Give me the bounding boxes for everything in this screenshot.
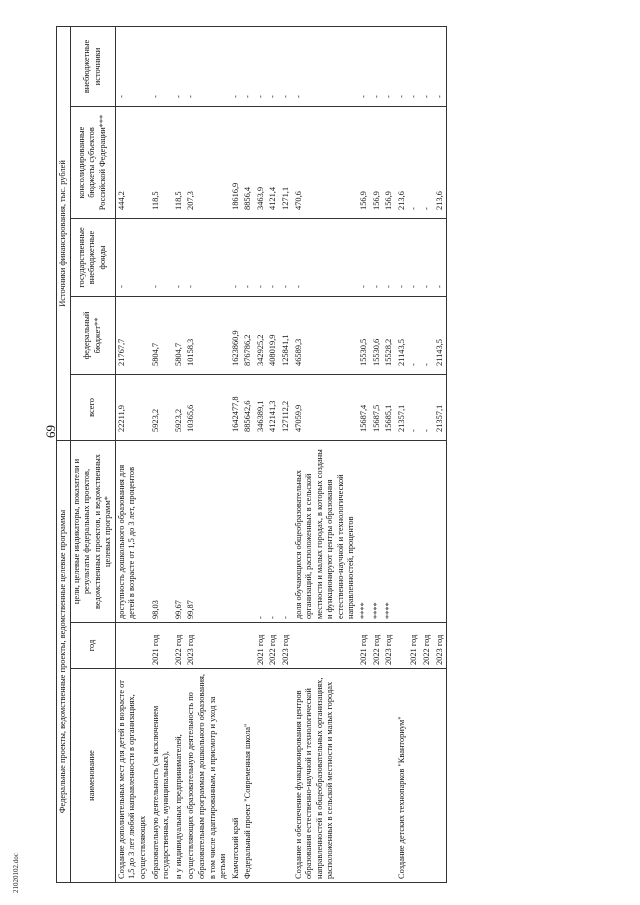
cell-name: Камчатский край: [230, 669, 243, 883]
cell-indicator: -: [255, 440, 268, 622]
cell-offbudget-funds: -: [230, 218, 243, 296]
cell-total: 127112,2: [280, 374, 293, 440]
cell-year: 2021 год: [408, 623, 421, 669]
cell-regional-budgets: 4121,4: [267, 106, 280, 218]
cell-offbudget-funds: -: [371, 218, 384, 296]
cell-name: Федеральный проект "Современная школа": [242, 669, 255, 883]
cell-regional-budgets: 444,2: [115, 106, 149, 218]
cell-federal-budget: 10158,3: [185, 296, 229, 374]
cell-indicator: [408, 440, 421, 622]
cell-indicator: [242, 440, 255, 622]
cell-year: 2021 год: [358, 623, 371, 669]
cell-name: [434, 669, 447, 883]
cell-year: 2023 год: [383, 623, 396, 669]
cell-offbudget-funds: -: [267, 218, 280, 296]
cell-offbudget-funds: -: [173, 218, 186, 296]
cell-extrabudget-sources: -: [230, 26, 243, 106]
cell-regional-budgets: 207,3: [185, 106, 229, 218]
cell-name: осуществляющих образовательную деятельность по образовательным программам дошкольного образования, в том числе адаптированным, и присмотр и уход за детьми: [185, 669, 229, 883]
cell-federal-budget: 15530,6: [371, 296, 384, 374]
cell-indicator: 98,03: [150, 440, 173, 622]
cell-name: Создание дополнительных мест для детей в возрасте от 1,5 до 3 лет любой направленности в организациях, осуществляющих: [115, 669, 149, 883]
cell-offbudget-funds: -: [280, 218, 293, 296]
cell-federal-budget: 21143,5: [396, 296, 409, 374]
cell-extrabudget-sources: -: [267, 26, 280, 106]
cell-regional-budgets: 156,9: [383, 106, 396, 218]
cell-indicator: 99,67: [173, 440, 186, 622]
cell-indicator: доля обучающихся общеобразовательных организаций, расположенных в сельской местности и малых городах, в которых созданы и функционируют центры образования естественно-научной и технологической направленностей, процентов: [293, 440, 358, 622]
header-total: всего: [70, 374, 115, 440]
header-name: наименование: [70, 669, 115, 883]
cell-offbudget-funds: -: [396, 218, 409, 296]
cell-year: [293, 623, 358, 669]
cell-indicator: [230, 440, 243, 622]
cell-extrabudget-sources: -: [242, 26, 255, 106]
cell-offbudget-funds: -: [383, 218, 396, 296]
cell-total: 5923,2: [150, 374, 173, 440]
cell-year: 2022 год: [371, 623, 384, 669]
table-row: [255, 26, 268, 882]
cell-name: [408, 669, 421, 883]
cell-total: 1642477,8: [230, 374, 243, 440]
cell-year: 2022 год: [421, 623, 434, 669]
cell-federal-budget: 125841,1: [280, 296, 293, 374]
cell-indicator: ****: [383, 440, 396, 622]
cell-year: [396, 623, 409, 669]
cell-name: [421, 669, 434, 883]
funding-table: [56, 26, 447, 883]
table-row: [358, 26, 371, 882]
cell-federal-budget: 5804,7: [173, 296, 186, 374]
cell-total: 21357,1: [396, 374, 409, 440]
cell-year: 2023 год: [280, 623, 293, 669]
table-row: [115, 26, 149, 882]
cell-offbudget-funds: -: [185, 218, 229, 296]
table-row: [185, 26, 229, 882]
cell-name: [280, 669, 293, 883]
cell-name: Создание и обеспечение функционирования центров образования естественно-научной и технологической направленностей в общеобразовательных организациях, расположенных в сельской местности и малых городах: [293, 669, 358, 883]
cell-total: -: [421, 374, 434, 440]
cell-total: 47059,9: [293, 374, 358, 440]
cell-offbudget-funds: -: [408, 218, 421, 296]
cell-extrabudget-sources: -: [280, 26, 293, 106]
cell-federal-budget: 342925,2: [255, 296, 268, 374]
table-row: [230, 26, 243, 882]
cell-extrabudget-sources: -: [358, 26, 371, 106]
cell-extrabudget-sources: -: [115, 26, 149, 106]
cell-offbudget-funds: -: [434, 218, 447, 296]
cell-year: [115, 623, 149, 669]
cell-extrabudget-sources: -: [408, 26, 421, 106]
cell-offbudget-funds: -: [358, 218, 371, 296]
cell-federal-budget: 21767,7: [115, 296, 149, 374]
cell-indicator: [421, 440, 434, 622]
cell-offbudget-funds: -: [255, 218, 268, 296]
cell-regional-budgets: 213,6: [396, 106, 409, 218]
cell-indicator: ****: [358, 440, 371, 622]
header-row-columns: [70, 26, 115, 882]
page-number: 69: [43, 425, 58, 438]
cell-name: [371, 669, 384, 883]
cell-regional-budgets: 3463,9: [255, 106, 268, 218]
table-row: [280, 26, 293, 882]
cell-federal-budget: 46589,3: [293, 296, 358, 374]
cell-name: образовательную деятельность (за исключением государственных, муниципальных),: [150, 669, 173, 883]
header-indicators: цели, целевые индикаторы, показатели и результаты федеральных проектов, ведомственных проектов, и ведомственных целевых программ*: [70, 440, 115, 622]
header-federal-budget: федеральный бюджет**: [70, 296, 115, 374]
cell-federal-budget: 15528,2: [383, 296, 396, 374]
rotated-table-sheet: [56, 27, 616, 883]
table-row: [150, 26, 173, 882]
cell-year: 2022 год: [267, 623, 280, 669]
cell-federal-budget: -: [408, 296, 421, 374]
table-row: [293, 26, 358, 882]
cell-regional-budgets: -: [408, 106, 421, 218]
cell-total: 21357,1: [434, 374, 447, 440]
cell-offbudget-funds: -: [115, 218, 149, 296]
cell-indicator: доступность дошкольного образования для детей в возрасте от 1,5 до 3 лет, процентов: [115, 440, 149, 622]
cell-extrabudget-sources: -: [255, 26, 268, 106]
cell-indicator: ****: [371, 440, 384, 622]
cell-extrabudget-sources: -: [421, 26, 434, 106]
cell-name: [383, 669, 396, 883]
cell-regional-budgets: 1271,1: [280, 106, 293, 218]
cell-total: 346389,1: [255, 374, 268, 440]
cell-total: -: [408, 374, 421, 440]
cell-regional-budgets: 470,6: [293, 106, 358, 218]
cell-total: 412141,3: [267, 374, 280, 440]
cell-federal-budget: 21143,5: [434, 296, 447, 374]
cell-total: 10365,6: [185, 374, 229, 440]
cell-federal-budget: 408019,9: [267, 296, 280, 374]
cell-year: [242, 623, 255, 669]
cell-regional-budgets: 156,9: [371, 106, 384, 218]
cell-name: Создание детских технопарков "Кванториум": [396, 669, 409, 883]
cell-offbudget-funds: -: [421, 218, 434, 296]
cell-extrabudget-sources: -: [293, 26, 358, 106]
cell-regional-budgets: 213,6: [434, 106, 447, 218]
cell-regional-budgets: 8856,4: [242, 106, 255, 218]
cell-indicator: -: [267, 440, 280, 622]
cell-indicator: 99,87: [185, 440, 229, 622]
cell-name: [255, 669, 268, 883]
cell-federal-budget: 876786,2: [242, 296, 255, 374]
cell-extrabudget-sources: -: [396, 26, 409, 106]
cell-extrabudget-sources: -: [434, 26, 447, 106]
cell-name: и у индивидуальных предпринимателей,: [173, 669, 186, 883]
table-row: [434, 26, 447, 882]
cell-year: 2023 год: [185, 623, 229, 669]
table-row: [267, 26, 280, 882]
cell-offbudget-funds: -: [150, 218, 173, 296]
cell-year: [230, 623, 243, 669]
cell-federal-budget: 5804,7: [150, 296, 173, 374]
header-funding-group: Источники финансирования, тыс. рублей: [57, 26, 71, 440]
header-projects-group: Федеральные проекты, ведомственные проекты, ведомственные целевые программы: [57, 440, 71, 882]
header-row-top: [57, 26, 71, 882]
cell-year: 2021 год: [150, 623, 173, 669]
cell-extrabudget-sources: -: [150, 26, 173, 106]
cell-indicator: [434, 440, 447, 622]
cell-year: 2022 год: [173, 623, 186, 669]
cell-total: 5923,2: [173, 374, 186, 440]
cell-total: 15685,1: [383, 374, 396, 440]
cell-year: 2021 год: [255, 623, 268, 669]
cell-offbudget-funds: -: [242, 218, 255, 296]
cell-name: [358, 669, 371, 883]
table-row: [408, 26, 421, 882]
cell-total: 15687,5: [371, 374, 384, 440]
cell-federal-budget: -: [421, 296, 434, 374]
cell-extrabudget-sources: -: [383, 26, 396, 106]
table-row: [421, 26, 434, 882]
cell-regional-budgets: 118,5: [173, 106, 186, 218]
cell-regional-budgets: 156,9: [358, 106, 371, 218]
header-extrabudget-sources: внебюджетные источники: [70, 26, 115, 106]
cell-total: 22211,9: [115, 374, 149, 440]
cell-extrabudget-sources: -: [185, 26, 229, 106]
table-row: [173, 26, 186, 882]
cell-total: 885642,6: [242, 374, 255, 440]
table-row: [371, 26, 384, 882]
header-offbudget-funds: государственные внебюджетные фонды: [70, 218, 115, 296]
cell-offbudget-funds: -: [293, 218, 358, 296]
cell-indicator: -: [280, 440, 293, 622]
cell-regional-budgets: 118,5: [150, 106, 173, 218]
cell-federal-budget: 15530,5: [358, 296, 371, 374]
table-row: [396, 26, 409, 882]
header-regional-budgets: консолидированные бюджеты субъектов Российской Федерации***: [70, 106, 115, 218]
document-filename: 21020102.doc: [12, 853, 20, 893]
table-row: [383, 26, 396, 882]
header-year: год: [70, 623, 115, 669]
cell-regional-budgets: -: [421, 106, 434, 218]
cell-extrabudget-sources: -: [371, 26, 384, 106]
cell-total: 15687,4: [358, 374, 371, 440]
cell-regional-budgets: 18616,9: [230, 106, 243, 218]
table-body: [115, 26, 446, 882]
cell-name: [267, 669, 280, 883]
table-row: [242, 26, 255, 882]
cell-year: 2023 год: [434, 623, 447, 669]
cell-indicator: [396, 440, 409, 622]
cell-federal-budget: 1623860,9: [230, 296, 243, 374]
cell-extrabudget-sources: -: [173, 26, 186, 106]
